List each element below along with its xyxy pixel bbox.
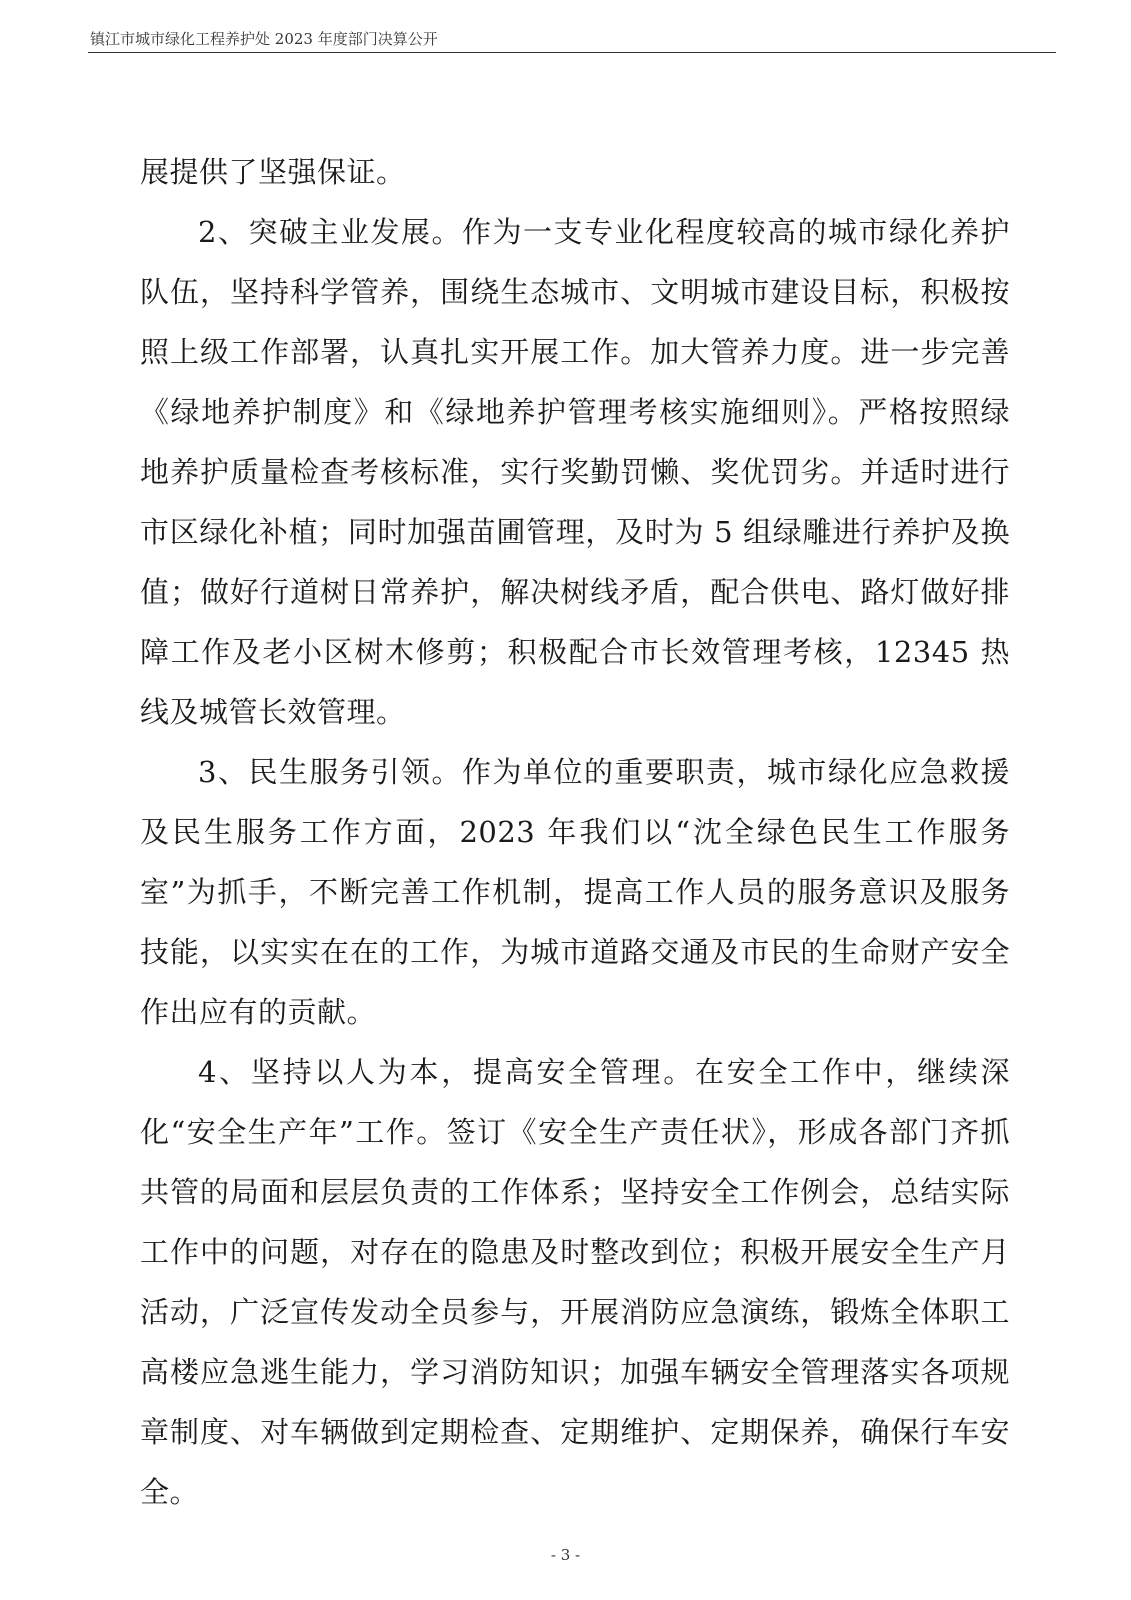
document-body <box>140 142 1010 1522</box>
page-header <box>88 30 1056 53</box>
page-number: - 3 - <box>550 1546 581 1564</box>
paragraph-item-4: 4、坚持以人为本，提高安全管理。在安全工作中，继续深化“安全生产年”工作。签订《安全生产责任状》，形成各部门齐抓共管的局面和层层负责的工作体系；坚持安全工作例会，总结实际工作中的问题，对存在的隐患及时整改到位；积极开展安全生产月活动，广泛宣传发动全员参与，开展消防应急演练，锻炼全体职工高楼应急逃生能力，学习消防知识；加强车辆安全管理落实各项规章制度、对车辆做到定期检查、定期维护、定期保养，确保行车安全。 <box>140 1055 1010 1509</box>
paragraph-item-2: 2、突破主业发展。作为一支专业化程度较高的城市绿化养护队伍，坚持科学管养，围绕生态城市、文明城市建设目标，积极按照上级工作部署，认真扎实开展工作。加大管养力度。进一步完善《绿地养护制度》和《绿地养护管理考核实施细则》。严格按照绿地养护质量检查考核标准，实行奖勤罚懒、奖优罚劣。并适时进行市区绿化补植；同时加强苗圃管理，及时为 5 组绿雕进行养护及换值；做好行道树日常养护，解决树线矛盾，配合供电、路灯做好排障工作及老小区树木修剪；积极配合市长效管理考核，12345 热线及城管长效管理。 <box>140 215 1010 729</box>
paragraph-continuation: 展提供了坚强保证。 <box>140 155 406 189</box>
header-title: 镇江市城市绿化工程养护处 2023 年度部门决算公开 <box>90 30 438 48</box>
paragraph-item-3: 3、民生服务引领。作为单位的重要职责，城市绿化应急救援及民生服务工作方面，2023 年我们以“沈全绿色民生工作服务室”为抓手，不断完善工作机制，提高工作人员的服务意识及服务技能，以实实在在的工作，为城市道路交通及市民的生命财产安全作出应有的贡献。 <box>140 755 1010 1029</box>
